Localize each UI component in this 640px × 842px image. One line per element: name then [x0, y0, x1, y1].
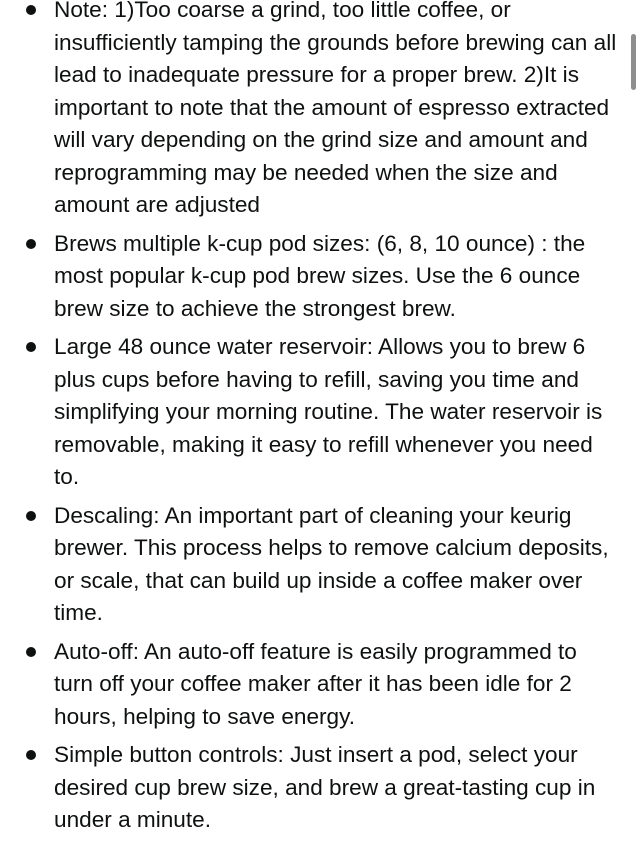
feature-bullet-button-controls: [0, 739, 622, 837]
feature-bullet-brew-sizes: [0, 228, 622, 326]
bullet-dot-icon: [26, 511, 36, 521]
feature-bullet-auto-off: [0, 636, 622, 734]
bullet-dot-icon: [26, 342, 36, 352]
feature-bullet-text: Descaling: An important part of cleaning your keurig brewer. This process helps to remove calcium deposits, or scale, that can build up inside a coffee maker over time.: [54, 502, 609, 625]
scrollbar-thumb[interactable]: [631, 34, 636, 90]
bullet-dot-icon: [26, 239, 36, 249]
feature-bullet-text: Note: 1)Too coarse a grind, too little coffee, or insufficiently tamping the grounds before brewing can all lead to inadequate pressure for a proper brew. 2)It is important to note that the amount of espresso extracted will vary depending on the grind size and amount and reprogramming may be needed when the size and amount are adjusted: [54, 0, 617, 217]
feature-bullet-text: Brews multiple k-cup pod sizes: (6, 8, 10 ounce) : the most popular k-cup pod brew sizes. Use the 6 ounce brew size to achieve the strongest brew.: [54, 230, 586, 321]
bullet-dot-icon: [26, 647, 36, 657]
feature-bullet-water-reservoir: [0, 331, 622, 494]
feature-bullet-text: Auto-off: An auto-off feature is easily programmed to turn off your coffee maker after it has been idle for 2 hours, helping to save energy.: [54, 638, 577, 729]
feature-bullet-text: Simple button controls: Just insert a pod, select your desired cup brew size, and brew a great-tasting cup in under a minute.: [54, 742, 596, 832]
feature-bullet-text: Large 48 ounce water reservoir: Allows you to brew 6 plus cups before having to refill, saving you time and simplifying your morning routine. The water reservoir is removable, making it easy to refill whenever you need to.: [54, 334, 603, 489]
bullet-dot-icon: [26, 5, 36, 15]
feature-bullet-grind-note: [0, 0, 622, 222]
feature-bullet-descaling: [0, 500, 622, 630]
bullet-dot-icon: [26, 750, 36, 760]
